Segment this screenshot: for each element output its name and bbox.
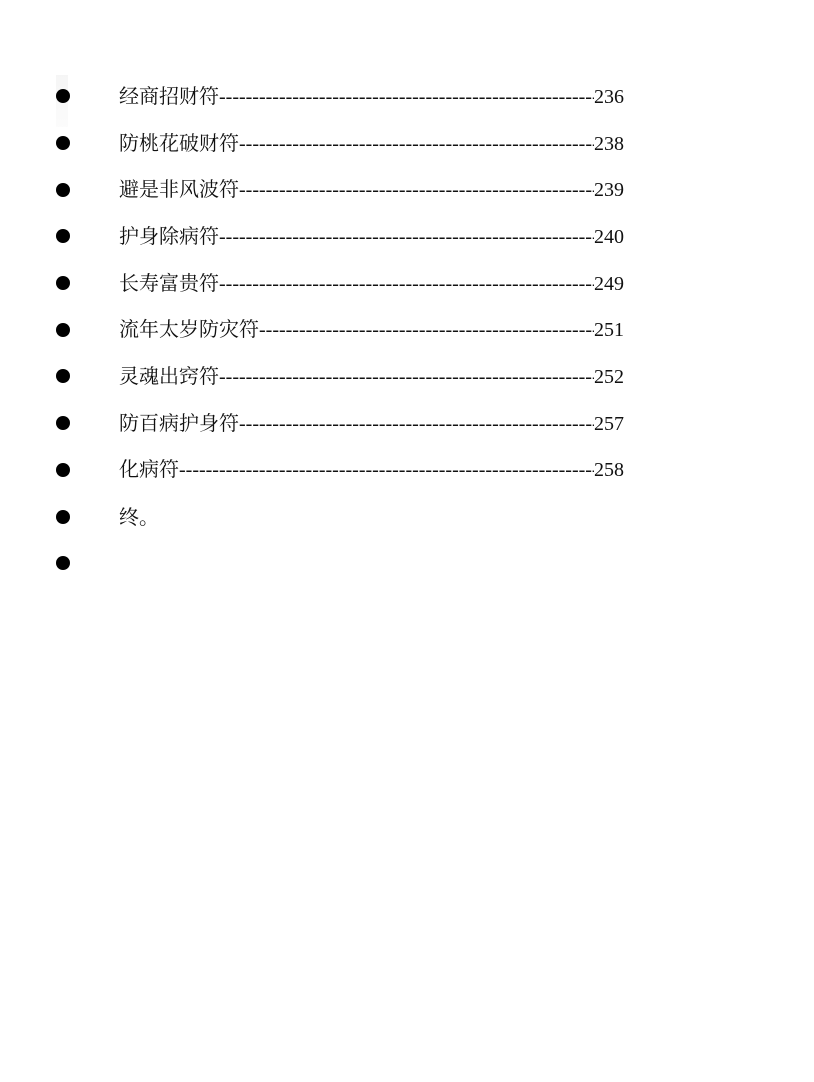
- toc-entry-line: [119, 457, 624, 482]
- dot-leader: [219, 272, 594, 296]
- toc-ending-line: [119, 505, 624, 529]
- toc-entry[interactable]: [0, 120, 814, 167]
- toc-entry-title: 长寿富贵符: [119, 270, 219, 295]
- toc-entry-page: 240: [594, 225, 624, 248]
- ending-text: 终。: [119, 504, 159, 529]
- bullet-icon: [56, 183, 70, 197]
- bullet-icon: [56, 136, 70, 150]
- dot-leader: [219, 365, 594, 389]
- dot-leader: [219, 85, 594, 109]
- toc-entry-title: 流年太岁防灾符: [119, 317, 259, 342]
- toc-entry-title: 灵魂出窍符: [119, 363, 219, 388]
- dot-leader: [219, 225, 594, 249]
- bullet-icon: [56, 510, 70, 524]
- bullet-icon: [56, 369, 70, 383]
- toc-entry[interactable]: [0, 213, 814, 260]
- bullet-icon: [56, 556, 70, 570]
- dot-leader: [239, 132, 594, 156]
- toc-entry-title: 防桃花破财符: [119, 130, 239, 155]
- toc-entry[interactable]: [0, 260, 814, 307]
- toc-entry[interactable]: [0, 306, 814, 353]
- toc-entry-title: 经商招财符: [119, 83, 219, 108]
- toc-entry-line: [119, 411, 624, 436]
- toc-entry-line: [119, 177, 624, 202]
- toc-entry-page: 249: [594, 272, 624, 295]
- toc-entry-line: [119, 271, 624, 296]
- bullet-icon: [56, 276, 70, 290]
- bullet-icon: [56, 229, 70, 243]
- toc-entry-page: 236: [594, 85, 624, 108]
- toc-entry-title: 避是非风波符: [119, 177, 239, 202]
- toc-entry[interactable]: [0, 73, 814, 120]
- toc-entry-page: 239: [594, 179, 624, 202]
- toc-entry-page: 252: [594, 365, 624, 388]
- toc-entry-page: 251: [594, 319, 624, 342]
- toc-entry[interactable]: [0, 400, 814, 447]
- toc-entry-page: 258: [594, 459, 624, 482]
- dot-leader: [239, 412, 594, 436]
- toc-entry-title: 防百病护身符: [119, 410, 239, 435]
- dot-leader: [239, 178, 594, 202]
- toc-entry-page: 257: [594, 412, 624, 435]
- toc-entry-line: [119, 364, 624, 389]
- dot-leader: [179, 458, 594, 482]
- toc-entry-title: 化病符: [119, 457, 179, 482]
- toc-entry[interactable]: [0, 166, 814, 213]
- bullet-icon: [56, 416, 70, 430]
- toc-entry-line: [119, 224, 624, 249]
- toc-entry-line: [119, 317, 624, 342]
- toc-entry[interactable]: [0, 447, 814, 494]
- table-of-contents: [0, 73, 814, 587]
- bullet-icon: [56, 323, 70, 337]
- bullet-icon: [56, 89, 70, 103]
- toc-entry-page: 238: [594, 132, 624, 155]
- toc-entry-line: [119, 131, 624, 156]
- bullet-icon: [56, 463, 70, 477]
- toc-ending-item: [0, 493, 814, 540]
- toc-empty-item: [0, 540, 814, 587]
- toc-entry-line: [119, 84, 624, 109]
- toc-entry-title: 护身除病符: [119, 223, 219, 248]
- dot-leader: [259, 318, 594, 342]
- toc-entry[interactable]: [0, 353, 814, 400]
